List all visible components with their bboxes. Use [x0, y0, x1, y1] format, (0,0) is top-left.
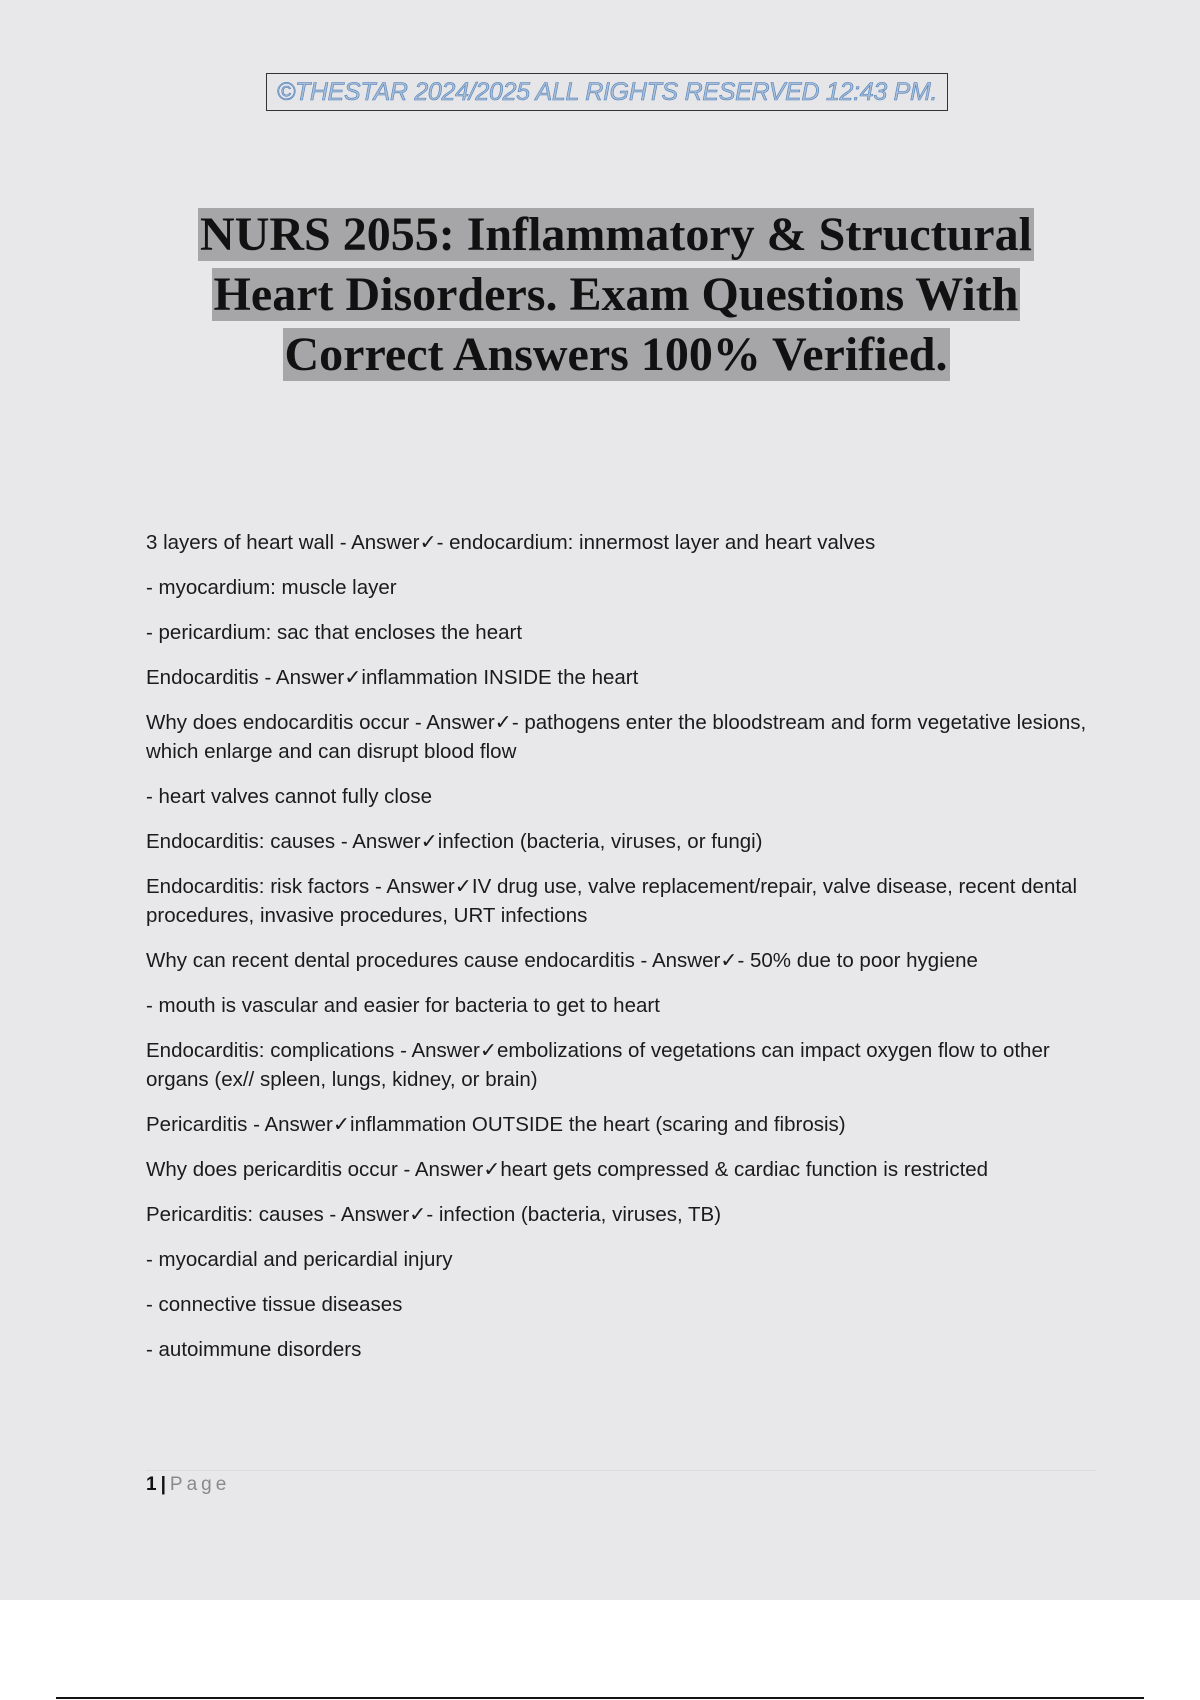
footer-divider	[146, 1470, 1096, 1471]
qa-paragraph: - myocardium: muscle layer	[146, 576, 397, 599]
title-line: NURS 2055: Inflammatory & Structural	[200, 208, 1032, 261]
copyright-watermark-text: ©THESTAR 2024/2025 ALL RIGHTS RESERVED 12:43 PM.	[276, 77, 938, 106]
qa-paragraph: - myocardial and pericardial injury	[146, 1248, 453, 1271]
document-title	[120, 205, 1112, 385]
page-number: 1	[146, 1474, 157, 1495]
qa-paragraph: - heart valves cannot fully close	[146, 785, 432, 808]
qa-paragraph: - pericardium: sac that encloses the heart	[146, 621, 523, 644]
qa-paragraph: Why can recent dental procedures cause endocarditis - Answer✓- 50% due to poor hygiene	[146, 949, 978, 972]
qa-paragraph: Endocarditis - Answer✓inflammation INSIDE the heart	[146, 666, 639, 689]
qa-paragraph: Pericarditis - Answer✓inflammation OUTSIDE the heart (scaring and fibrosis)	[146, 1113, 846, 1136]
qa-paragraph: 3 layers of heart wall - Answer✓- endocardium: innermost layer and heart valves	[146, 531, 876, 554]
qa-paragraph: Endocarditis: causes - Answer✓infection (bacteria, viruses, or fungi)	[146, 830, 763, 853]
title-line: Correct Answers 100% Verified.	[284, 328, 948, 381]
qa-paragraph: - mouth is vascular and easier for bacteria to get to heart	[146, 994, 660, 1017]
qa-paragraph: - connective tissue diseases	[146, 1293, 403, 1316]
page-footer	[146, 1474, 230, 1496]
qa-paragraph: Endocarditis: complications - Answer✓embolizations of vegetations can impact oxygen flow to other organs (ex// spleen, lungs, kidney, or brain)	[146, 1039, 1050, 1091]
qa-paragraph: Pericarditis: causes - Answer✓- infection (bacteria, viruses, TB)	[146, 1203, 722, 1226]
footer-separator: |	[160, 1474, 166, 1495]
qa-paragraph: Endocarditis: risk factors - Answer✓IV drug use, valve replacement/repair, valve disease, recent dental procedures, invasive procedures, URT infections	[146, 875, 1078, 927]
title-line: Heart Disorders. Exam Questions With	[213, 268, 1019, 321]
qa-content	[146, 528, 1096, 1380]
qa-paragraph: - autoimmune disorders	[146, 1338, 362, 1361]
copyright-watermark-box	[266, 73, 948, 111]
bottom-divider	[56, 1697, 1144, 1699]
qa-paragraph: Why does endocarditis occur - Answer✓- pathogens enter the bloodstream and form vegetative lesions, which enlarge and can disrupt blood flow	[146, 711, 1087, 763]
qa-paragraph: Why does pericarditis occur - Answer✓heart gets compressed & cardiac function is restricted	[146, 1158, 989, 1181]
page-label: Page	[169, 1474, 231, 1495]
